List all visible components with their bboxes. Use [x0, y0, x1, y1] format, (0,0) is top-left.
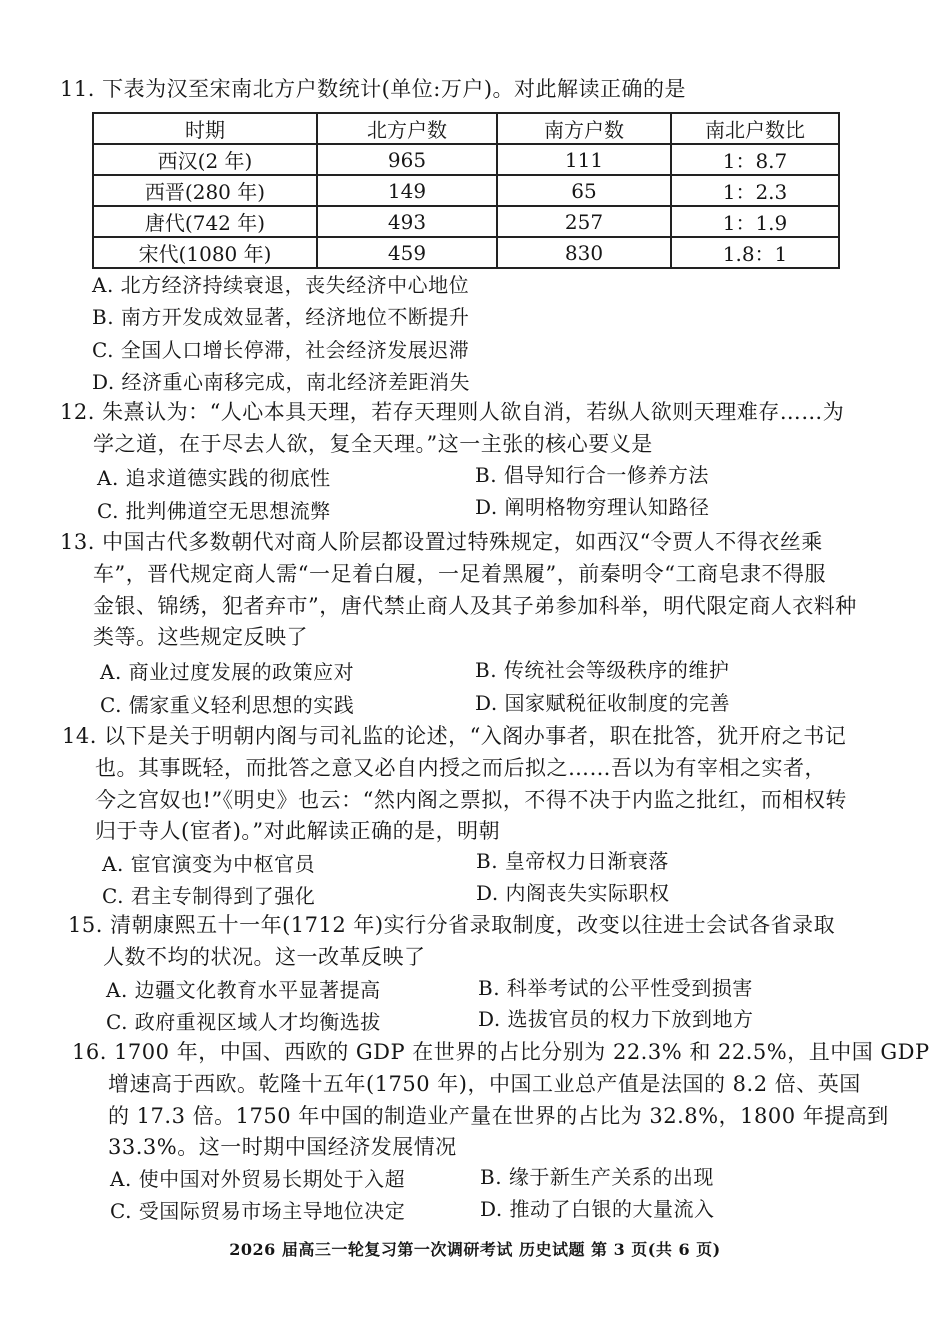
question-12-stem-line: 12. 朱熹认为：“人心本具天理，若存天理则人欲自消，若纵人欲则天理难存……为 [60, 400, 845, 424]
table-cell: 111 [497, 144, 671, 175]
question-16-option-a[interactable]: A. 使中国对外贸易长期处于入超 [110, 1167, 406, 1191]
table-cell: 830 [497, 237, 671, 268]
table-cell: 宋代(1080 年) [93, 237, 317, 268]
question-16-stem-line: 16. 1700 年，中国、西欧的 GDP 在世界的占比分别为 22.3% 和 22.5%，且中国 GDP [72, 1040, 930, 1064]
table-cell: 1：2.3 [671, 175, 839, 206]
question-14-stem-line: 今之宫奴也!”《明史》也云：“然内阁之票拟，不得不决于内监之批红，而相权转 [95, 788, 847, 812]
table-row [93, 237, 839, 268]
question-13-option-c[interactable]: C. 儒家重义轻利思想的实践 [100, 693, 355, 717]
household-table [92, 112, 840, 269]
question-11-option-c[interactable]: C. 全国人口增长停滞，社会经济发展迟滞 [92, 338, 470, 362]
question-16-option-b[interactable]: B. 缘于新生产关系的出现 [480, 1165, 714, 1189]
question-14-option-a[interactable]: A. 宦官演变为中枢官员 [102, 852, 316, 876]
question-14-stem-line: 14. 以下是关于明朝内阁与司礼监的论述，“入阁办事者，职在批答，犹开府之书记 [62, 724, 847, 748]
question-16-option-c[interactable]: C. 受国际贸易市场主导地位决定 [110, 1199, 406, 1223]
table-header-cell: 南北户数比 [671, 113, 839, 144]
table-cell: 西晋(280 年) [93, 175, 317, 206]
table-cell: 493 [317, 206, 497, 237]
table-header-cell: 北方户数 [317, 113, 497, 144]
question-14-stem-line: 也。其事既轻，而批答之意又必自内授之而后拟之……吾以为有宰相之实者， [95, 756, 826, 780]
table-cell: 1：8.7 [671, 144, 839, 175]
table-cell: 965 [317, 144, 497, 175]
question-14-option-c[interactable]: C. 君主专制得到了强化 [102, 884, 316, 908]
question-11-option-b[interactable]: B. 南方开发成效显著，经济地位不断提升 [92, 305, 470, 329]
question-14-stem-line: 归于寺人(宦者)。”对此解读正确的是，明朝 [95, 819, 501, 843]
question-13-option-a[interactable]: A. 商业过度发展的政策应对 [100, 660, 355, 684]
question-13-stem-line: 车”，晋代规定商人需“一足着白履，一足着黑履”，前秦明令“工商皂隶不得服 [93, 562, 826, 586]
question-14-option-b[interactable]: B. 皇帝权力日渐衰落 [476, 849, 669, 873]
table-cell: 65 [497, 175, 671, 206]
question-16-stem-line: 的 17.3 倍。1750 年中国的制造业产量在世界的占比为 32.8%，1800 年提高到 [108, 1104, 889, 1128]
question-12-option-b[interactable]: B. 倡导知行合一修养方法 [475, 463, 709, 487]
question-16-option-d[interactable]: D. 推动了白银的大量流入 [480, 1197, 715, 1221]
table-header-cell: 时期 [93, 113, 317, 144]
question-12-option-c[interactable]: C. 批判佛道空无思想流弊 [97, 499, 331, 523]
question-13-stem-line: 金银、锦绣，犯者弃市”，唐代禁止商人及其子弟参加科举，明代限定商人衣料种 [93, 594, 857, 618]
question-13-stem-line: 13. 中国古代多数朝代对商人阶层都设置过特殊规定，如西汉“令贾人不得衣丝乘 [60, 530, 823, 554]
question-12-option-d[interactable]: D. 阐明格物穷理认知路径 [475, 495, 710, 519]
table-cell: 西汉(2 年) [93, 144, 317, 175]
table-header-cell: 南方户数 [497, 113, 671, 144]
table-row [93, 144, 839, 175]
table-cell: 1.8：1 [671, 237, 839, 268]
question-13-stem-line: 类等。这些规定反映了 [93, 625, 308, 649]
table-row [93, 175, 839, 206]
table-cell: 唐代(742 年) [93, 206, 317, 237]
question-13-option-d[interactable]: D. 国家赋税征收制度的完善 [475, 691, 731, 715]
question-15-option-b[interactable]: B. 科举考试的公平性受到损害 [478, 976, 753, 1000]
table-row [93, 206, 839, 237]
question-15-stem-line: 15. 清朝康熙五十一年(1712 年)实行分省录取制度，改变以往进士会试各省录取 [68, 913, 836, 937]
question-15-option-c[interactable]: C. 政府重视区域人才均衡选拔 [106, 1010, 381, 1034]
table-cell: 459 [317, 237, 497, 268]
question-16-stem-line: 33.3%。这一时期中国经济发展情况 [108, 1135, 457, 1159]
question-16-stem-line: 增速高于西欧。乾隆十五年(1750 年)，中国工业总产值是法国的 8.2 倍、英国 [108, 1072, 861, 1096]
question-12-stem-line: 学之道，在于尽去人欲，复全天理。”这一主张的核心要义是 [93, 432, 653, 456]
question-14-option-d[interactable]: D. 内阁丧失实际职权 [476, 881, 670, 905]
page-footer: 2026 届高三一轮复习第一次调研考试 历史试题 第 3 页(共 6 页) [229, 1240, 721, 1259]
question-15-option-a[interactable]: A. 边疆文化教育水平显著提高 [106, 978, 381, 1002]
question-12-option-a[interactable]: A. 追求道德实践的彻底性 [97, 466, 331, 490]
question-15-option-d[interactable]: D. 选拔官员的权力下放到地方 [478, 1007, 754, 1031]
question-11-option-a[interactable]: A. 北方经济持续衰退，丧失经济中心地位 [92, 273, 470, 297]
table-header-row [93, 113, 839, 144]
question-11-option-d[interactable]: D. 经济重心南移完成，南北经济差距消失 [92, 370, 471, 394]
table-cell: 1：1.9 [671, 206, 839, 237]
question-11-stem: 11. 下表为汉至宋南北方户数统计(单位:万户)。对此解读正确的是 [60, 77, 687, 101]
table-cell: 257 [497, 206, 671, 237]
question-13-option-b[interactable]: B. 传统社会等级秩序的维护 [475, 658, 730, 682]
question-15-stem-line: 人数不均的状况。这一改革反映了 [103, 945, 426, 969]
table-cell: 149 [317, 175, 497, 206]
